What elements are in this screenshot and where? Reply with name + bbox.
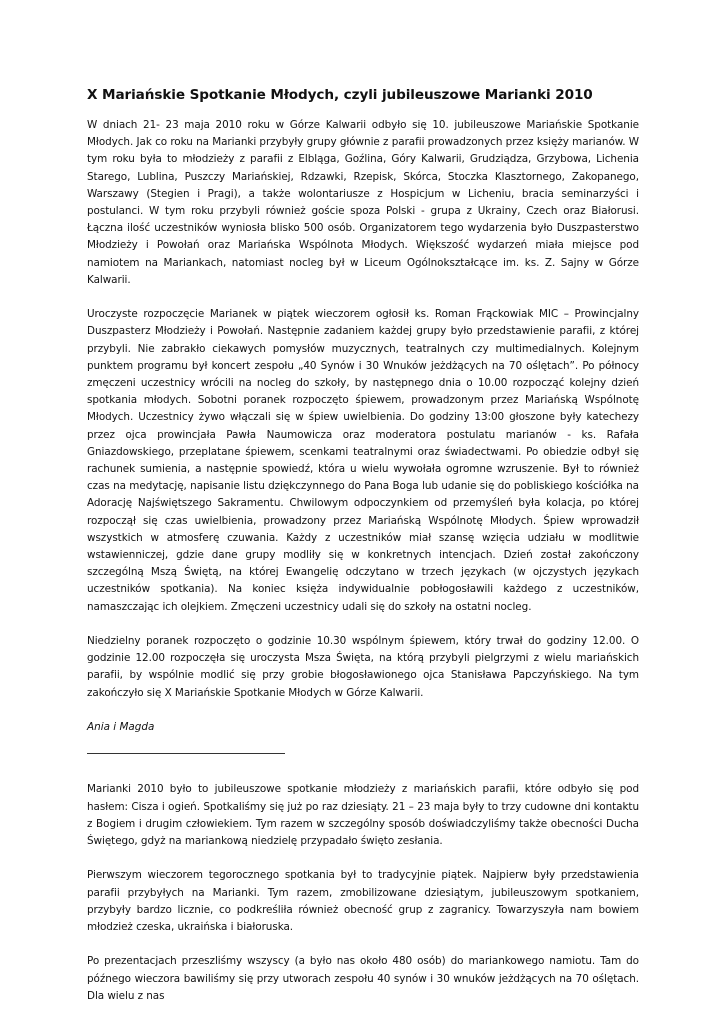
separator-line xyxy=(87,753,285,754)
paragraph-friday-saturday: Uroczyste rozpoczęcie Marianek w piątek wieczorem ogłosił ks. Roman Frąckowiak MIC – Prowincjalny Duszpasterz Młodzieży i Powołań. Następnie zadaniem każdej grupy było przedstawienie parafii, z której przybyli. Nie zabrakło ciekawych pomysłów muzycznych, teatralnych czy multimedialnych. Kolejnym punktem programu był koncert zespołu „40 Synów i 30 Wnuków jeżdżących na 70 oślętach”. Po północy zmęczeni uczestnicy wrócili na nocleg do szkoły, by następnego dnia o 10.00 rozpocząć kolejny dzień spotkania młodych. Sobotni poranek rozpoczęto śpiewem, prowadzonym przez Mariańską Wspólnotę Młodych. Uczestnicy żywo włączali się w śpiew uwielbienia. Do godziny 13:00 głoszone były katechezy przez ojca prowincjała Pawła Naumowicza oraz moderatora postulatu marianów - ks. Rafała Gniazdowskiego, przeplatane śpiewem, scenkami teatralnymi oraz świadectwami. Po obiedzie odbył się rachunek sumienia, a następnie spowiedź, która u wielu wywołała ogromne wzruszenie. Był to również czas na medytację, napisanie listu dziękczynnego do Pana Boga lub udanie się do pobliskiego kościółka na Adorację Najświętszego Sakramentu. Chwilowym odpoczynkiem od przemyśleń była kolacja, po której rozpoczął się czas uwielbienia, prowadzony przez Mariańską Wspólnotę Młodych. Śpiew wprowadził wszystkich w atmosferę czuwania. Każdy z uczestników miał szansę wzięcia udziału w modlitwie wstawienniczej, gdzie dane grupy modliły się w konkretnych intencjach. Dzień został zakończony szczególną Mszą Świętą, na której Ewangelię odczytano w trzech językach (w ojczystych językach uczestników spotkania). Na koniec księża indywidualnie pobłogosławili każdego z uczestników, namaszczając ich olejkiem. Zmęczeni uczestnicy udali się do szkoły na ostatni nocleg. xyxy=(87,308,639,613)
paragraph-second-intro: Marianki 2010 było to jubileuszowe spotkanie młodzieży z mariańskich parafii, które odbyło się pod hasłem: Cisza i ogień. Spotkaliśmy się już po raz dziesiąty. 21 – 23 maja były to trzy cudowne dni kontaktu z Bogiem i drugim człowiekiem. Tym razem w szczególny sposób doświadczyliśmy także obecności Ducha Świętego, gdyż na mariankową niedzielę przypadało święto zesłania. xyxy=(87,783,639,848)
paragraph-first-evening: Pierwszym wieczorem tegorocznego spotkania był to tradycyjnie piątek. Najpierw były przedstawienia parafii przybyłych na Marianki. Tym razem, zmobilizowane dziesiątym, jubileuszowym spotkaniem, przybyły bardzo licznie, co podkreśliła również obecność grup z zagranicy. Towarzyszyła nam bowiem młodzież czeska, ukraińska i białoruska. xyxy=(87,869,639,934)
paragraph-intro: W dniach 21- 23 maja 2010 roku w Górze Kalwarii odbyło się 10. jubileuszowe Mariańskie Spotkanie Młodych. Jak co roku na Marianki przybyły grupy głównie z parafii prowadzonych przez księży marianów. W tym roku była to młodzieży z parafii z Elbląga, Goźlina, Góry Kalwarii, Grudziądza, Grzybowa, Lichenia Starego, Lublina, Puszczy Mariańskiej, Rdzawki, Rzepisk, Skórca, Stoczka Klasztornego, Zakopanego, Warszawy (Stegien i Pragi), a także wolontariusze z Hospicjum w Licheniu, bracia seminarzyści i postulanci. W tym roku przybyli również goście spoza Polski - grupa z Ukrainy, Czech oraz Białorusi. Łączna ilość uczestników wyniosła blisko 500 osób. Organizatorem tego wydarzenia było Duszpasterstwo Młodzieży i Powołań oraz Mariańska Wspólnota Młodych. Większość wydarzeń miała miejsce pod namiotem na Mariankach, natomiast nocleg był w Liceum Ogólnokształcące im. ks. Z. Sajny w Górze Kalwarii. xyxy=(87,119,639,286)
document-page xyxy=(87,86,639,1022)
author-signature: Ania i Magda xyxy=(87,721,155,734)
paragraph-presentations: Po prezentacjach przeszliśmy wszyscy (a było nas około 480 osób) do mariankowego namiotu. Tam do późnego wieczora bawiliśmy się przy utworach zespołu 40 synów i 30 wnuków jeżdżących na 70 oślętach. Dla wielu z nas xyxy=(87,955,639,1002)
document-title: X Mariańskie Spotkanie Młodych, czyli jubileuszowe Marianki 2010 xyxy=(87,87,593,103)
paragraph-sunday: Niedzielny poranek rozpoczęto o godzinie 10.30 wspólnym śpiewem, który trwał do godziny 12.00. O godzinie 12.00 rozpoczęła się uroczysta Msza Święta, na którą przybyli pielgrzymi z wielu mariańskich parafii, by wspólnie modlić się przy grobie błogosławionego ojca Stanisława Papczyńskiego. Na tym zakończyło się X Mariańskie Spotkanie Młodych w Górze Kalwarii. xyxy=(87,635,639,699)
